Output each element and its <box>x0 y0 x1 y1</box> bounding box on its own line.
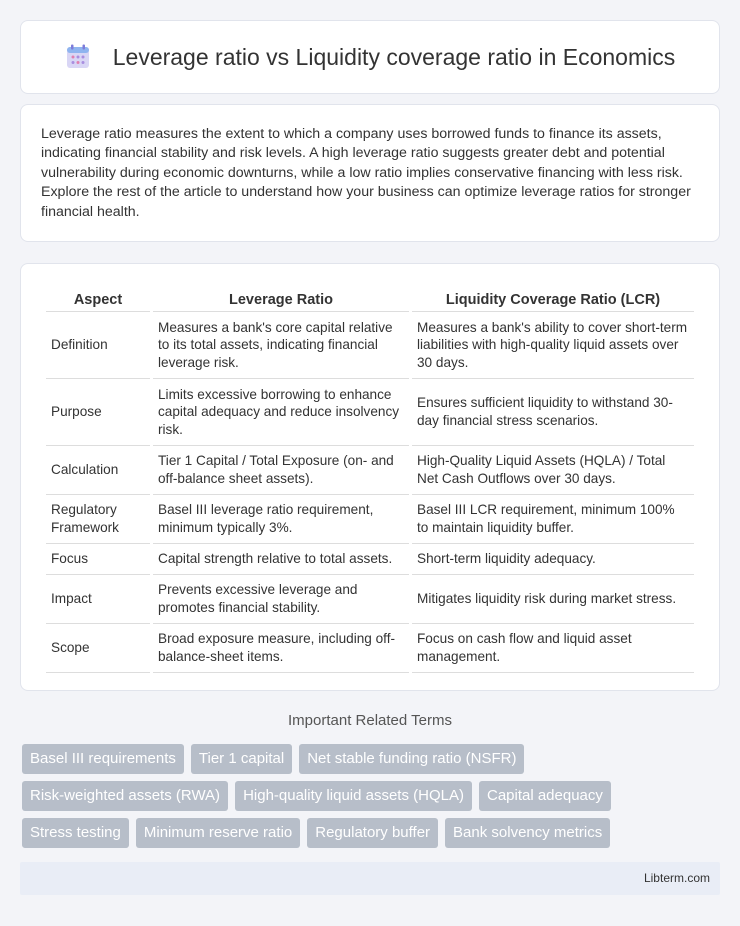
tag-stress-testing[interactable]: Stress testing <box>22 818 129 848</box>
table-cell-aspect: Focus <box>46 544 150 575</box>
intro-card <box>20 104 720 242</box>
table-cell-lcr: Measures a bank's ability to cover short-term liabilities with high-quality liquid assets over 30 days. <box>412 312 694 379</box>
table-row <box>46 379 694 446</box>
tag-row <box>22 744 722 774</box>
table-cell-aspect: Regulatory Framework <box>46 495 150 544</box>
tag-rwa[interactable]: Risk-weighted assets (RWA) <box>22 781 228 811</box>
tag-capital-adequacy[interactable]: Capital adequacy <box>479 781 611 811</box>
table-row <box>46 544 694 575</box>
table-cell-leverage: Basel III leverage ratio requirement, minimum typically 3%. <box>153 495 409 544</box>
tag-tier-1-capital[interactable]: Tier 1 capital <box>191 744 292 774</box>
table-cell-leverage: Limits excessive borrowing to enhance capital adequacy and reduce insolvency risk. <box>153 379 409 446</box>
header-leverage-ratio: Leverage Ratio <box>153 284 409 312</box>
tag-hqla[interactable]: High-quality liquid assets (HQLA) <box>235 781 472 811</box>
table-row <box>46 446 694 495</box>
table-cell-leverage: Prevents excessive leverage and promotes financial stability. <box>153 575 409 624</box>
table-cell-aspect: Definition <box>46 312 150 379</box>
tag-minimum-reserve-ratio[interactable]: Minimum reserve ratio <box>136 818 300 848</box>
page-title: Leverage ratio vs Liquidity coverage ratio in Economics <box>112 43 676 70</box>
table-cell-lcr: Basel III LCR requirement, minimum 100% to maintain liquidity buffer. <box>412 495 694 544</box>
table-cell-leverage: Measures a bank's core capital relative to its total assets, indicating financial leverage risk. <box>153 312 409 379</box>
tag-bank-solvency-metrics[interactable]: Bank solvency metrics <box>445 818 610 848</box>
comparison-table-card <box>20 263 720 691</box>
table-row <box>46 624 694 673</box>
document-list-icon <box>65 44 91 70</box>
footer-site-link[interactable]: Libterm.com <box>643 871 710 885</box>
tag-regulatory-buffer[interactable]: Regulatory buffer <box>307 818 438 848</box>
related-terms-title: Important Related Terms <box>288 712 452 729</box>
table-cell-lcr: Short-term liquidity adequacy. <box>412 544 694 575</box>
table-cell-leverage: Tier 1 Capital / Total Exposure (on- and off-balance sheet assets). <box>153 446 409 495</box>
related-terms-list <box>22 744 722 855</box>
header-aspect: Aspect <box>46 284 150 312</box>
table-row <box>46 495 694 544</box>
table-row <box>46 312 694 379</box>
table-cell-leverage: Broad exposure measure, including off-balance-sheet items. <box>153 624 409 673</box>
footer <box>20 862 720 895</box>
intro-text: Leverage ratio measures the extent to which a company uses borrowed funds to finance its assets, indicating financial stability and risk levels. A high leverage ratio suggests greater debt and potential vulnerability during economic downturns, while a low ratio implies conservative financing with less risk. Explore the rest of the article to understand how your business can optimize leverage ratios for stronger financial health. <box>41 126 691 220</box>
table-cell-lcr: High-Quality Liquid Assets (HQLA) / Total Net Cash Outflows over 30 days. <box>412 446 694 495</box>
table-cell-lcr: Focus on cash flow and liquid asset management. <box>412 624 694 673</box>
table-cell-aspect: Purpose <box>46 379 150 446</box>
table-cell-aspect: Scope <box>46 624 150 673</box>
header-card <box>20 20 720 94</box>
tag-nsfr[interactable]: Net stable funding ratio (NSFR) <box>299 744 524 774</box>
table-cell-lcr: Ensures sufficient liquidity to withstand 30-day financial stress scenarios. <box>412 379 694 446</box>
header-lcr: Liquidity Coverage Ratio (LCR) <box>412 284 694 312</box>
table-header-row <box>46 284 694 312</box>
table-cell-lcr: Mitigates liquidity risk during market stress. <box>412 575 694 624</box>
tag-basel-iii-requirements[interactable]: Basel III requirements <box>22 744 184 774</box>
table-cell-aspect: Calculation <box>46 446 150 495</box>
tag-row <box>22 818 722 848</box>
tag-row <box>22 781 722 811</box>
table-row <box>46 575 694 624</box>
table-cell-aspect: Impact <box>46 575 150 624</box>
table-cell-leverage: Capital strength relative to total assets. <box>153 544 409 575</box>
comparison-table <box>43 284 697 673</box>
